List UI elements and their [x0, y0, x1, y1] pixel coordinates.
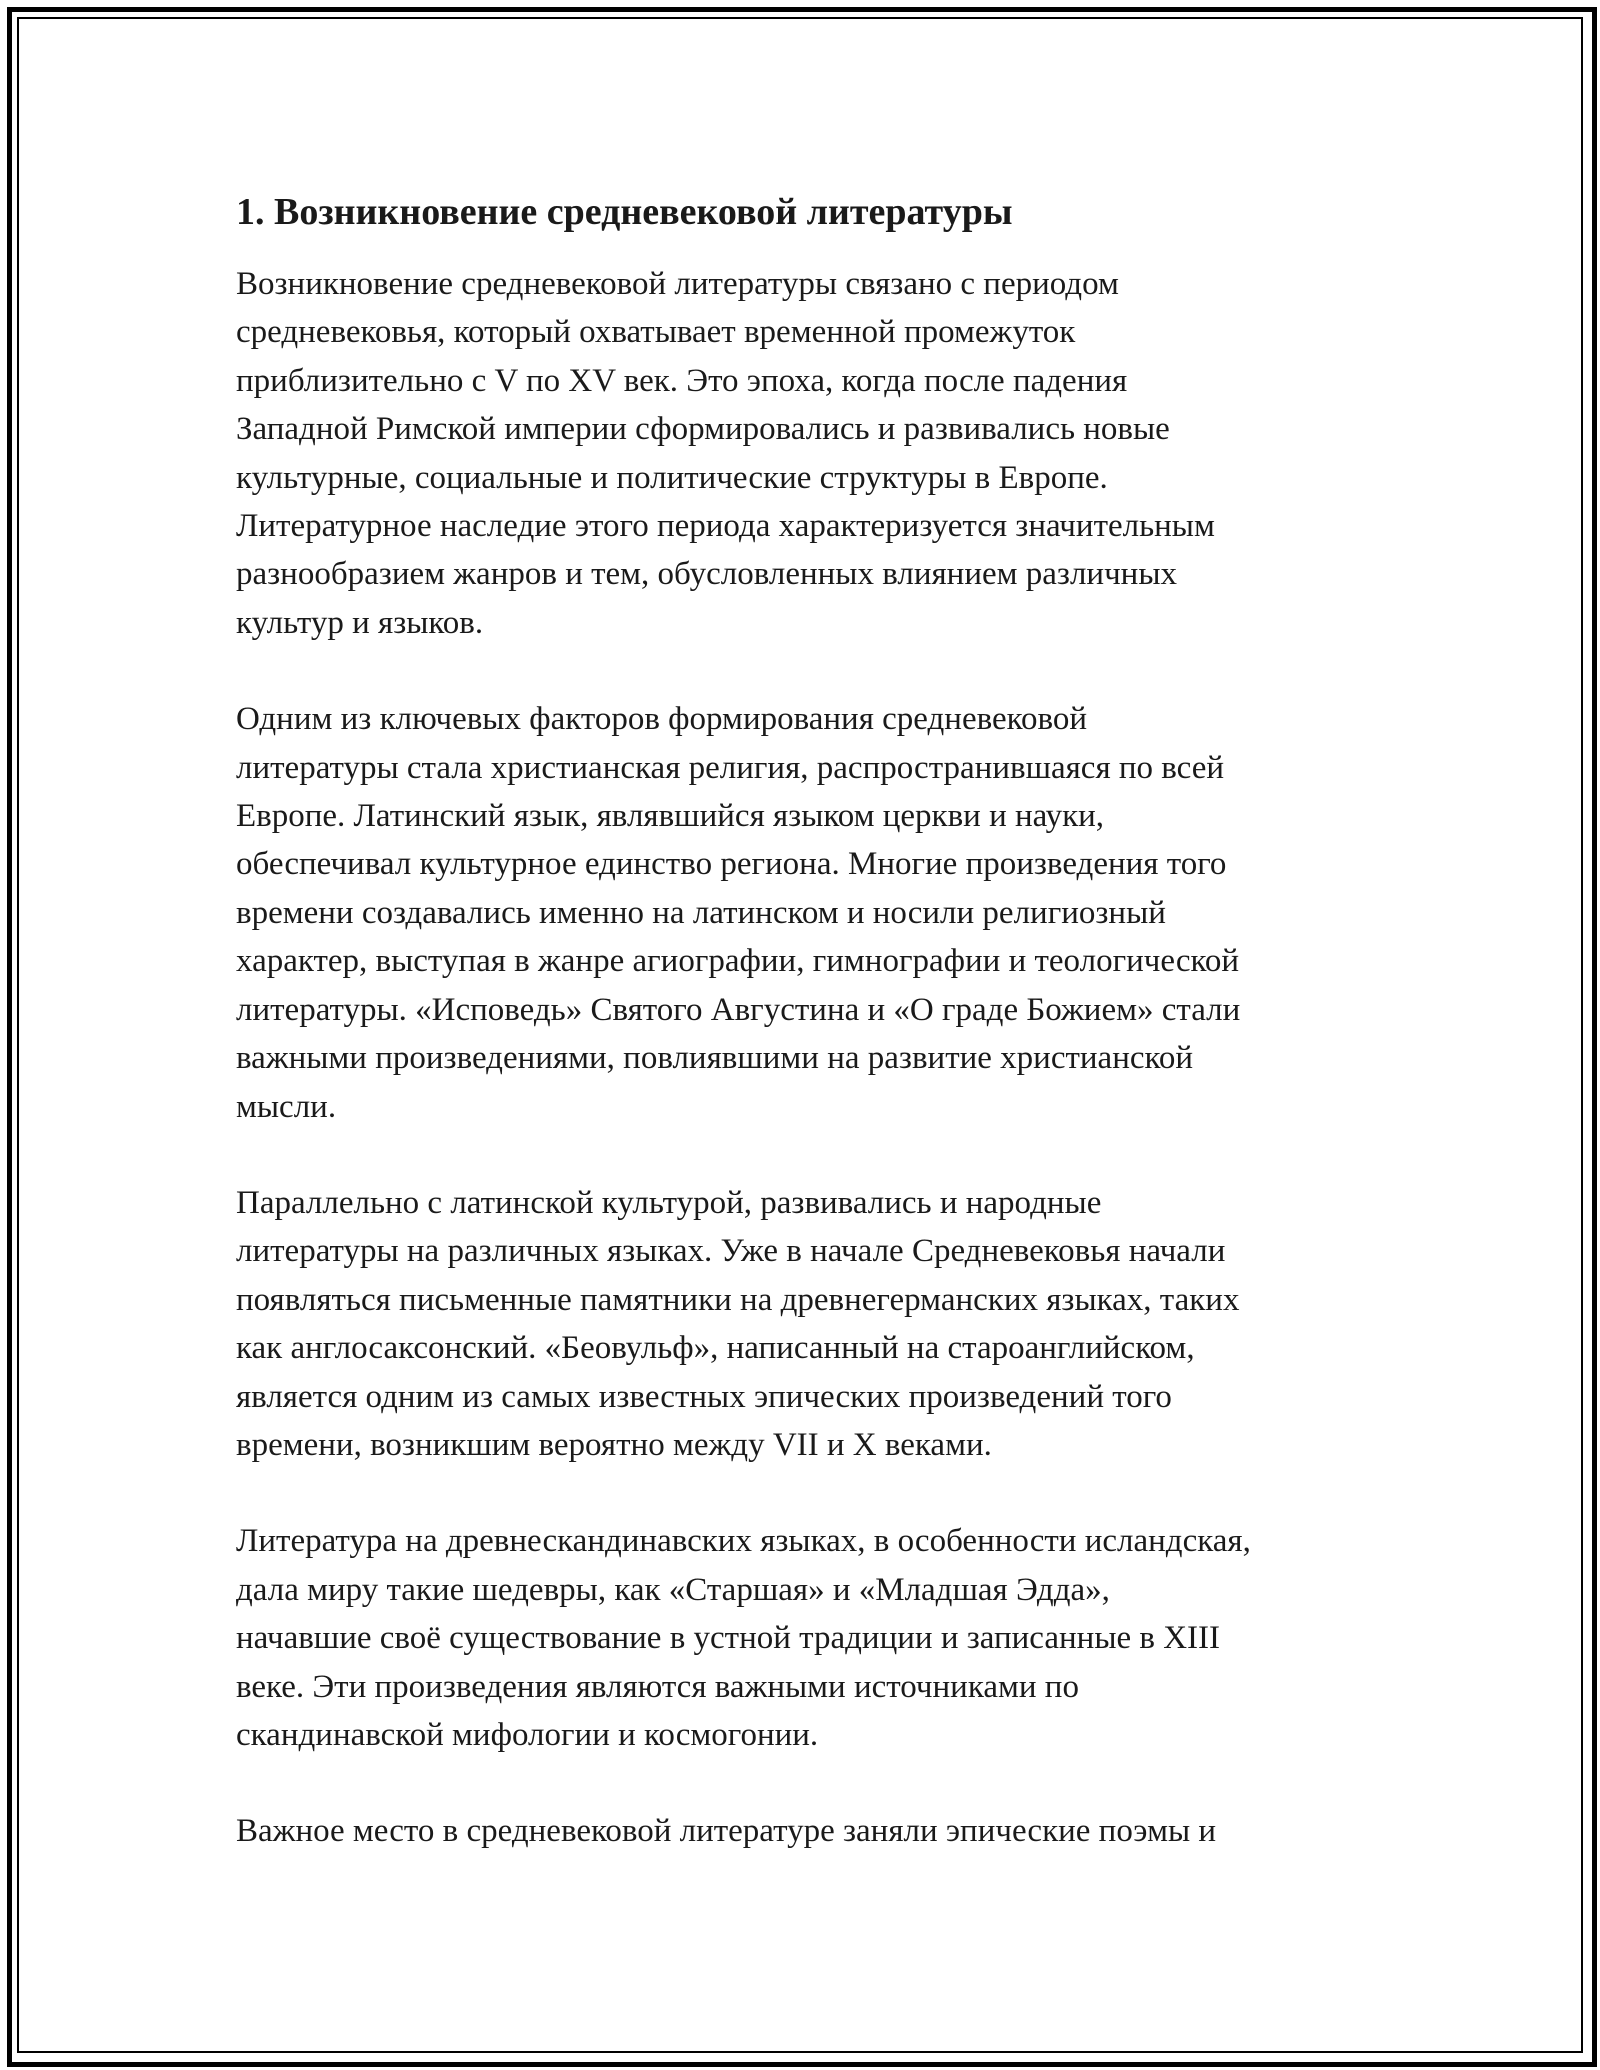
text-line: культур и языков.: [236, 604, 484, 641]
text-line: важными произведениями, повлиявшими на развитие христианской: [236, 1040, 1194, 1077]
text-line: литературы на различных языках. Уже в начале Средневековья начали: [236, 1233, 1226, 1270]
text-line: Литература на древнескандинавских языках, в особенности исландская,: [236, 1523, 1251, 1560]
text-line: разнообразием жанров и тем, обусловленных влиянием различных: [236, 556, 1177, 593]
text-line: времени, возникшим вероятно между VII и X веками.: [236, 1426, 992, 1463]
document-body: [236, 186, 1386, 1904]
text-line: литературы. «Исповедь» Святого Августина и «О граде Божием» стали: [236, 991, 1241, 1028]
text-line: как англосаксонский. «Беовульф», написанный на староанглийском,: [236, 1330, 1195, 1367]
section-heading: 1. Возникновение средневековой литературы: [236, 191, 1013, 233]
text-line: приблизительно с V по XV век. Это эпоха, когда после падения: [236, 362, 1128, 399]
text-line: времени создавались именно на латинском и носили религиозный: [236, 894, 1166, 931]
text-line: культурные, социальные и политические структуры в Европе.: [236, 459, 1108, 496]
text-line: веке. Эти произведения являются важными источниками по: [236, 1668, 1079, 1705]
text-line: Возникновение средневековой литературы связано с периодом: [236, 266, 1119, 302]
text-line: характер, выступая в жанре агиографии, гимнографии и теологической: [236, 943, 1240, 980]
paragraph-3: [236, 1179, 1386, 1469]
paragraph-4: [236, 1517, 1386, 1759]
text-line: является одним из самых известных эпических произведений того: [236, 1378, 1172, 1415]
text-line: литературы стала христианская религия, распространившаяся по всей: [236, 749, 1225, 786]
paragraph-5: [236, 1807, 1386, 1855]
text-line: дала миру такие шедевры, как «Старшая» и «Младшая Эдда»,: [236, 1571, 1110, 1608]
text-line: скандинавской мифологии и космогонии.: [236, 1716, 819, 1753]
paragraph-2: [236, 695, 1386, 1131]
text-line: Западной Римской империи сформировались и развивались новые: [236, 411, 1170, 448]
text-line: мысли.: [236, 1088, 337, 1125]
text-line: Одним из ключевых факторов формирования средневековой: [236, 701, 1088, 738]
text-line: начавшие своё существование в устной традиции и записанные в XIII: [236, 1620, 1221, 1657]
text-line: Параллельно с латинской культурой, развивались и народные: [236, 1184, 1102, 1221]
text-line: обеспечивал культурное единство региона. Многие произведения того: [236, 846, 1227, 883]
text-line: средневековья, который охватывает временной промежуток: [236, 314, 1076, 351]
paragraph-1: [236, 260, 1386, 647]
text-line: Европе. Латинский язык, являвшийся языком церкви и науки,: [236, 798, 1105, 835]
text-line: Важное место в средневековой литературе заняли эпические поэмы и: [236, 1813, 1217, 1850]
text-line: Литературное наследие этого периода характеризуется значительным: [236, 508, 1215, 545]
text-line: появляться письменные памятники на древнегерманских языках, таких: [236, 1281, 1240, 1318]
